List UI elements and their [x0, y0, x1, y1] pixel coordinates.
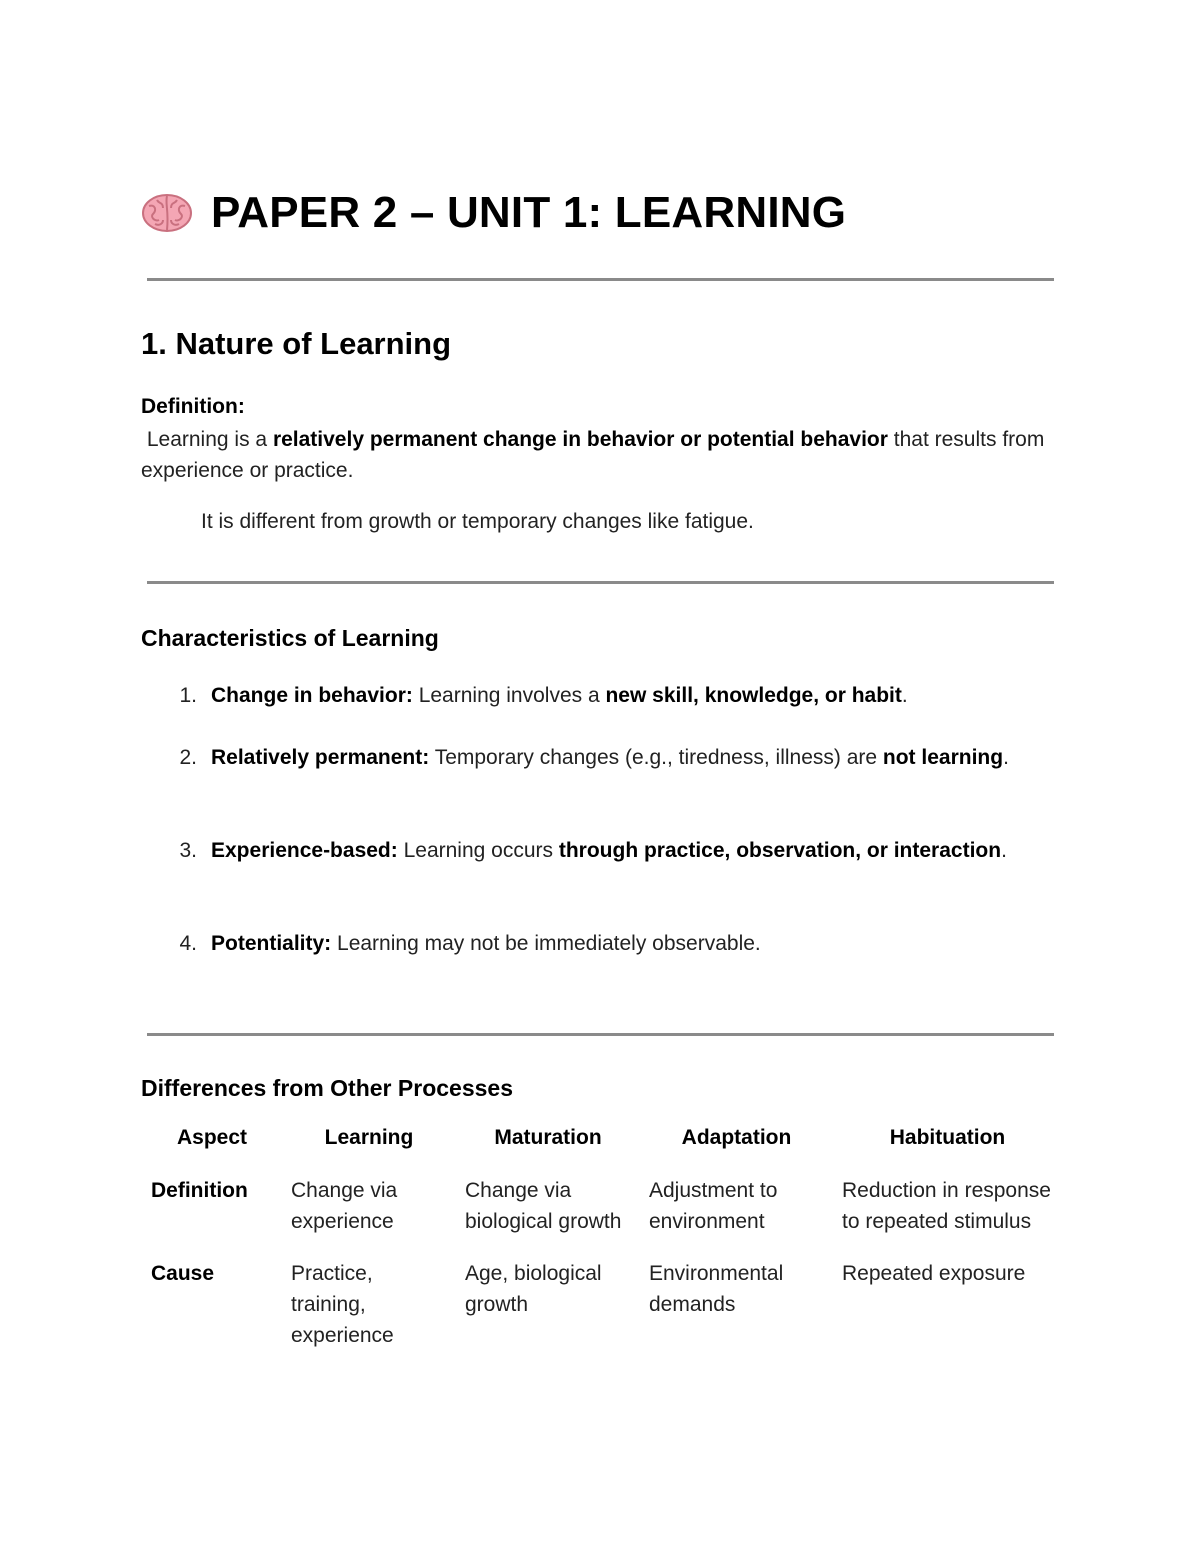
table-cell: Repeated exposure [842, 1262, 1026, 1285]
list-bold: not learning [882, 746, 1004, 769]
list-item [141, 742, 1041, 773]
table-row [141, 1258, 1061, 1351]
table-cell: Change via experience [291, 1179, 398, 1233]
table-cell: Adjustment to environment [649, 1179, 778, 1233]
definition-pre: Learning is a [146, 428, 273, 451]
list-text: Learning involves a [412, 684, 606, 707]
row-header: Definition [151, 1179, 248, 1202]
list-number: 4. [179, 932, 197, 955]
column-header: Adaptation [681, 1126, 792, 1149]
list-item [141, 928, 1041, 959]
title-text: PAPER 2 – UNIT 1: LEARNING [211, 188, 847, 237]
list-bold: new skill, knowledge, or habit [605, 684, 902, 707]
list-text: Temporary changes (e.g., tiredness, illness) are [429, 746, 883, 769]
column-header: Learning [324, 1126, 414, 1149]
table-header-row [141, 1122, 1061, 1153]
list-end: . [1003, 746, 1009, 769]
divider [147, 581, 1054, 584]
definition-post: that results from experience or practice. [141, 428, 1045, 482]
list-number: 3. [179, 839, 197, 862]
table-cell: Age, biological growth [465, 1262, 602, 1316]
list-term: Experience-based: [211, 839, 398, 862]
row-header: Cause [151, 1262, 215, 1285]
definition-text [141, 424, 1061, 486]
table-cell: Practice, training, experience [291, 1262, 394, 1347]
column-header: Maturation [494, 1126, 602, 1149]
table-cell: Environmental demands [649, 1262, 784, 1316]
section-heading-nature: 1. Nature of Learning [141, 326, 452, 361]
list-term: Potentiality: [211, 932, 332, 955]
list-text: Learning may not be immediately observable. [331, 932, 761, 955]
divider [147, 1033, 1054, 1036]
definition-label: Definition: [141, 395, 245, 418]
list-number: 2. [179, 746, 197, 769]
list-item [141, 680, 1041, 711]
table-cell: Change via biological growth [465, 1179, 622, 1233]
differences-heading: Differences from Other Processes [141, 1075, 513, 1101]
definition-note: It is different from growth or temporary changes like fatigue. [201, 510, 754, 533]
column-header: Habituation [889, 1126, 1006, 1149]
differences-table [141, 1122, 1061, 1351]
brain-icon [141, 192, 193, 234]
list-text: Learning occurs [397, 839, 559, 862]
list-end: . [901, 684, 908, 707]
list-term: Relatively permanent: [211, 746, 430, 769]
list-end: . [1001, 839, 1007, 862]
table-row [141, 1175, 1061, 1237]
column-header: Aspect [176, 1126, 248, 1149]
list-item [141, 835, 1041, 866]
page-title [141, 188, 846, 238]
characteristics-heading: Characteristics of Learning [141, 625, 439, 651]
list-bold: through practice, observation, or interaction [558, 839, 1002, 862]
list-number: 1. [179, 684, 197, 707]
definition-bold: relatively permanent change in behavior or potential behavior [272, 428, 888, 451]
list-term: Change in behavior: [211, 684, 413, 707]
divider [147, 278, 1054, 281]
table-cell: Reduction in response to repeated stimulus [842, 1179, 1051, 1233]
